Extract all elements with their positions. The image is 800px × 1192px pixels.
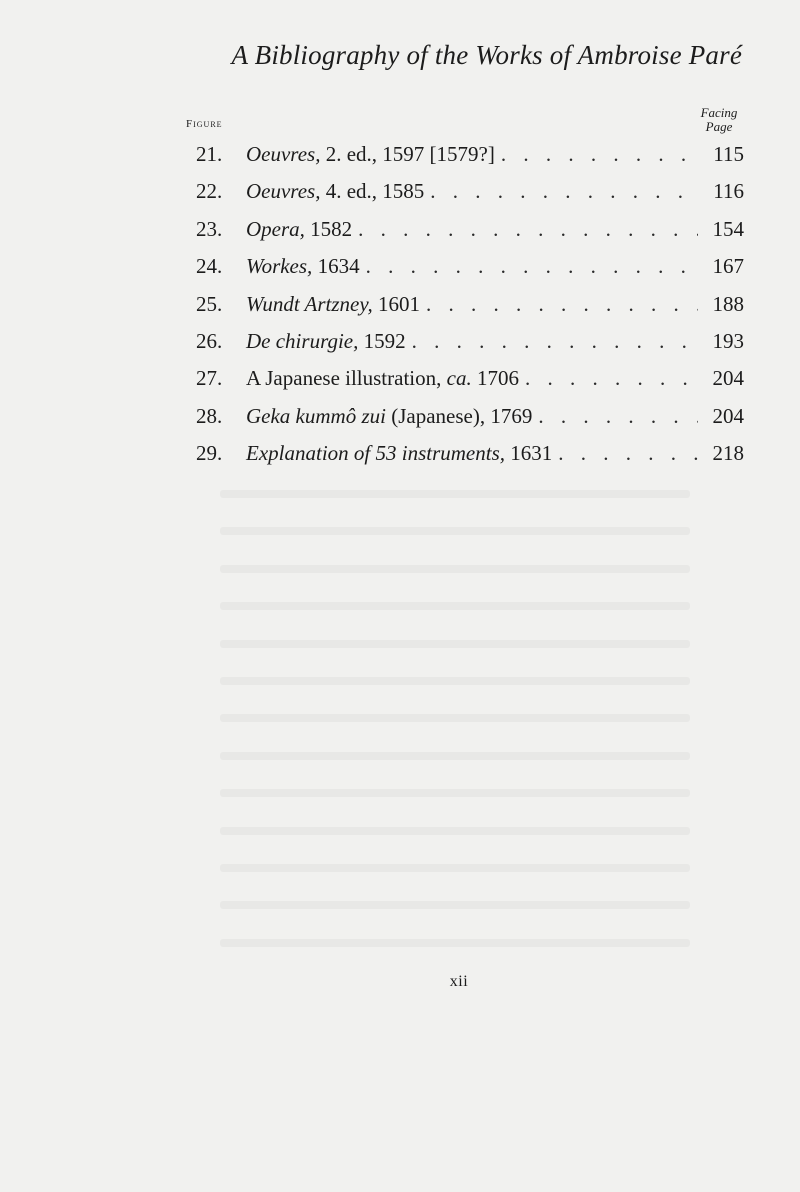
- list-item: [196, 211, 744, 248]
- dot-leader: [519, 360, 698, 397]
- figure-number: 29.: [196, 441, 223, 466]
- facing-page-number: 116: [713, 179, 744, 204]
- running-head: A Bibliography of the Works of Ambroise Paré: [231, 40, 742, 70]
- dot-leader: [406, 323, 698, 360]
- title-italic: Oeuvres,: [246, 142, 321, 166]
- figure-number: 23.: [196, 216, 223, 241]
- facing-page-number: 204: [712, 366, 744, 391]
- title-roman: 4. ed., 1585: [320, 179, 425, 204]
- list-item: [196, 398, 744, 435]
- figure-title: [246, 398, 532, 435]
- figure-number: 25.: [196, 291, 223, 316]
- page-number: xii: [449, 973, 469, 990]
- figure-title: [246, 173, 424, 210]
- title-italic: ca.: [446, 366, 472, 391]
- figure-number: 24.: [196, 254, 223, 279]
- figure-title: [246, 248, 360, 285]
- figure-number: 26.: [196, 328, 223, 353]
- dot-leader: [360, 248, 698, 285]
- list-item: [196, 286, 744, 323]
- list-item: [196, 435, 744, 472]
- figure-number: 27.: [196, 366, 223, 391]
- dot-leader: [424, 173, 698, 210]
- figure-number: 28.: [196, 403, 223, 428]
- title-italic: Explanation of 53 instruments,: [246, 441, 505, 466]
- figure-title: [246, 435, 552, 472]
- ghost-lines: [190, 470, 750, 956]
- page-label: Page: [705, 119, 733, 134]
- facing-page-number: 154: [712, 216, 744, 241]
- list-item: [196, 323, 744, 360]
- title-roman: 1592: [358, 328, 406, 353]
- facing-label: Facing: [700, 105, 738, 120]
- title-italic: Geka kummô zui: [246, 403, 386, 428]
- dot-leader: [532, 398, 698, 435]
- facing-page-number: 218: [712, 441, 744, 466]
- figure-number: 21.: [196, 142, 223, 166]
- figure-title: [246, 211, 352, 248]
- figure-title: [246, 323, 406, 360]
- list-item: [196, 248, 744, 285]
- dot-leader: [352, 211, 698, 248]
- title-roman: 1582: [304, 216, 353, 241]
- list-item: [196, 360, 744, 397]
- title-italic: Oeuvres,: [246, 179, 321, 204]
- figure-number: 22.: [196, 179, 223, 204]
- dot-leader: [420, 286, 698, 323]
- dot-leader: [552, 435, 698, 472]
- title-roman: 1634: [312, 254, 360, 279]
- figure-title: [246, 136, 495, 173]
- title-roman: 1601: [372, 291, 421, 316]
- title-italic: Opera,: [246, 216, 305, 241]
- title-italic: Wundt Artzney,: [246, 291, 373, 316]
- list-item: [196, 136, 744, 173]
- list-item: [196, 173, 744, 210]
- illustration-list: [196, 136, 744, 473]
- figure-title: [246, 360, 519, 397]
- facing-page-column-header: [694, 106, 744, 134]
- title-roman: (Japanese), 1769: [385, 403, 533, 428]
- title-roman: 1706: [471, 366, 519, 391]
- title-prefix: A Japanese illustration,: [246, 366, 447, 391]
- title-roman: 2. ed., 1597 [1579?]: [320, 142, 495, 166]
- title-italic: Workes,: [246, 254, 313, 279]
- dot-leader: [495, 136, 698, 173]
- facing-page-number: 188: [712, 291, 744, 316]
- figure-title: [246, 286, 420, 323]
- facing-page-number: 204: [712, 403, 744, 428]
- figure-column-header: Figure: [186, 118, 223, 130]
- facing-page-number: 115: [713, 142, 744, 166]
- title-roman: 1631: [505, 441, 553, 466]
- facing-page-number: 167: [712, 254, 744, 279]
- facing-page-number: 193: [712, 328, 744, 353]
- title-italic: De chirurgie,: [246, 328, 359, 353]
